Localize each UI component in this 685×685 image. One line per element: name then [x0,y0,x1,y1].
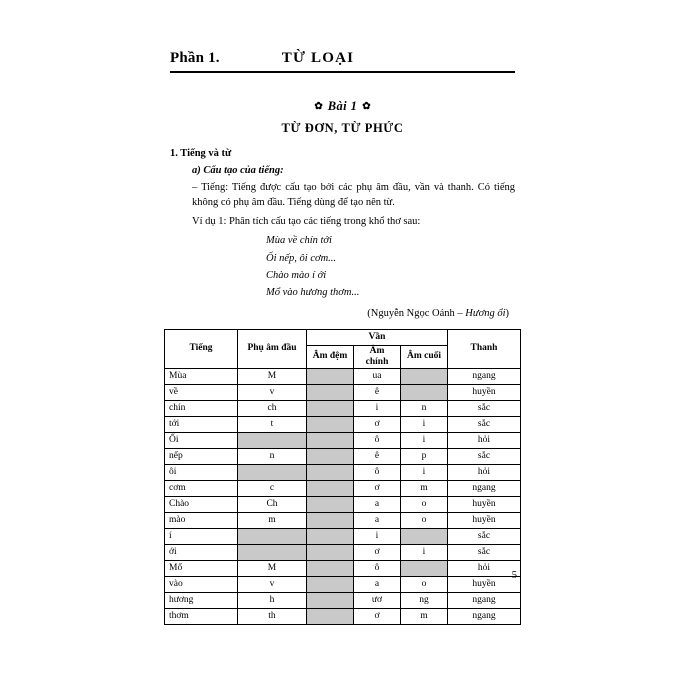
cell-am-dem [307,576,354,592]
cell-am-dem [307,608,354,624]
cell-am-chinh: i [354,400,401,416]
cell-am-chinh: i [354,528,401,544]
col-header-am-chinh: Âm chính [354,345,401,368]
cell-thanh: ngang [448,480,521,496]
cell-am-chinh: ô [354,560,401,576]
table-body [165,368,521,624]
cell-am-cuoi: i [401,544,448,560]
table-row [165,576,521,592]
cell-am-dem [307,448,354,464]
cell-phu-am-dau [238,528,307,544]
col-header-am-cuoi: Âm cuối [401,345,448,368]
subsection-heading-a: a) Cấu tạo của tiếng: [192,165,284,176]
table-row [165,592,521,608]
cell-am-cuoi: o [401,496,448,512]
cell-thanh: ngang [448,608,521,624]
cell-am-chinh: a [354,496,401,512]
table-row [165,496,521,512]
cell-am-chinh: a [354,576,401,592]
cell-phu-am-dau: t [238,416,307,432]
cell-tieng: í [165,528,238,544]
cell-thanh: sắc [448,528,521,544]
cell-am-chinh: ê [354,384,401,400]
cell-phu-am-dau: M [238,368,307,384]
cell-phu-am-dau [238,544,307,560]
cell-tieng: thơm [165,608,238,624]
cell-tieng: chín [165,400,238,416]
example-lead: Ví dụ 1: Phân tích cấu tạo các tiếng trong khổ thơ sau: [192,216,421,228]
table-row [165,560,521,576]
cell-am-dem [307,432,354,448]
table-header-row-1 [165,329,521,345]
col-header-tieng: Tiếng [165,329,238,368]
table-row [165,432,521,448]
cell-thanh: sắc [448,544,521,560]
cell-am-chinh: a [354,512,401,528]
cell-am-cuoi: i [401,432,448,448]
table-row [165,528,521,544]
cell-tieng: ới [165,544,238,560]
cell-phu-am-dau: n [238,448,307,464]
cell-am-dem [307,464,354,480]
cell-am-dem [307,544,354,560]
cell-thanh: huyền [448,384,521,400]
cell-tieng: cơm [165,480,238,496]
cell-am-cuoi: ng [401,592,448,608]
cell-tieng: Mổ [165,560,238,576]
cell-tieng: về [165,384,238,400]
cell-thanh: huyền [448,512,521,528]
cell-tieng: hương [165,592,238,608]
cell-thanh: ngang [448,592,521,608]
cell-am-cuoi [401,368,448,384]
cell-am-chinh: ô [354,464,401,480]
cell-phu-am-dau: v [238,384,307,400]
part-label: Phần 1. [170,50,220,66]
cell-phu-am-dau [238,432,307,448]
poem-source-title: Hương ổi [465,307,506,319]
cell-am-chinh: ơ [354,416,401,432]
page-content [170,50,515,625]
cell-phu-am-dau [238,464,307,480]
cell-tieng: Chào [165,496,238,512]
cell-am-cuoi [401,528,448,544]
table-row [165,368,521,384]
cell-phu-am-dau: h [238,592,307,608]
lesson-name: Bài 1 [327,99,358,113]
cell-thanh: ngang [448,368,521,384]
table-row [165,608,521,624]
table-row [165,416,521,432]
cell-am-cuoi: o [401,576,448,592]
cell-am-cuoi [401,560,448,576]
cell-am-chinh: ươ [354,592,401,608]
cell-thanh: hỏi [448,432,521,448]
poem-line: Mùa về chín tới [266,235,332,247]
poem-source [170,308,515,319]
poem-line: Chào mào í ới [266,270,327,282]
cell-am-cuoi: i [401,464,448,480]
cell-am-chinh: ua [354,368,401,384]
cell-am-dem [307,416,354,432]
cell-am-cuoi: m [401,480,448,496]
cell-am-dem [307,384,354,400]
cell-am-dem [307,368,354,384]
paragraph-tieng: – Tiếng: Tiếng được cấu tạo bởi các phụ âm đầu, vần và thanh. Có tiếng không có phụ âm đầu. Tiếng dùng để tạo nên từ. [192,182,515,209]
cell-thanh: sắc [448,448,521,464]
col-header-phu-am-dau: Phụ âm đầu [238,329,307,368]
table-row [165,384,521,400]
page-number: 5 [511,570,517,581]
cell-phu-am-dau: th [238,608,307,624]
cell-am-dem [307,528,354,544]
col-header-am-dem: Âm đệm [307,345,354,368]
cell-tieng: Mùa [165,368,238,384]
cell-tieng: vào [165,576,238,592]
lesson-heading [170,99,515,114]
flower-left-icon: ✿ [314,101,323,112]
table-row [165,464,521,480]
table-row [165,448,521,464]
cell-am-cuoi: m [401,608,448,624]
cell-tieng: Ối [165,432,238,448]
table-head [165,329,521,368]
part-header [170,50,515,73]
cell-thanh: huyền [448,496,521,512]
cell-phu-am-dau: v [238,576,307,592]
cell-phu-am-dau: ch [238,400,307,416]
poem-block [170,232,515,301]
cell-am-chinh: ô [354,432,401,448]
cell-tieng: tới [165,416,238,432]
table-row [165,544,521,560]
cell-am-chinh: ơ [354,608,401,624]
cell-tieng: nếp [165,448,238,464]
syllable-table-wrapper [170,329,515,625]
cell-am-cuoi: p [401,448,448,464]
cell-thanh: sắc [448,400,521,416]
cell-phu-am-dau: Ch [238,496,307,512]
cell-am-cuoi: n [401,400,448,416]
table-row [165,400,521,416]
cell-phu-am-dau: m [238,512,307,528]
table-row [165,512,521,528]
cell-am-chinh: ơ [354,544,401,560]
poem-source-suffix: ) [505,307,509,319]
cell-tieng: ôi [165,464,238,480]
cell-am-dem [307,400,354,416]
cell-phu-am-dau: M [238,560,307,576]
cell-am-cuoi [401,384,448,400]
cell-am-dem [307,560,354,576]
cell-am-chinh: ê [354,448,401,464]
cell-thanh: sắc [448,416,521,432]
cell-thanh: hỏi [448,560,521,576]
cell-thanh: huyền [448,576,521,592]
cell-tieng: mào [165,512,238,528]
poem-source-prefix: (Nguyễn Ngọc Oánh – [367,307,466,319]
lesson-title: TỪ ĐƠN, TỪ PHỨC [281,121,404,135]
cell-am-dem [307,592,354,608]
syllable-analysis-table [164,329,521,625]
cell-am-dem [307,512,354,528]
table-row [165,480,521,496]
flower-right-icon: ✿ [362,101,371,112]
cell-am-cuoi: i [401,416,448,432]
cell-am-dem [307,480,354,496]
cell-thanh: hỏi [448,464,521,480]
cell-am-chinh: ơ [354,480,401,496]
cell-am-cuoi: o [401,512,448,528]
section-heading-1: 1. Tiếng và từ [170,148,232,159]
cell-phu-am-dau: c [238,480,307,496]
part-title: TỪ LOẠI [281,50,355,66]
poem-line: Mổ vào hương thơm... [266,287,360,299]
poem-line: Ối nếp, ôi cơm... [266,252,337,264]
col-header-van: Vần [307,329,448,345]
cell-am-dem [307,496,354,512]
col-header-thanh: Thanh [448,329,521,368]
